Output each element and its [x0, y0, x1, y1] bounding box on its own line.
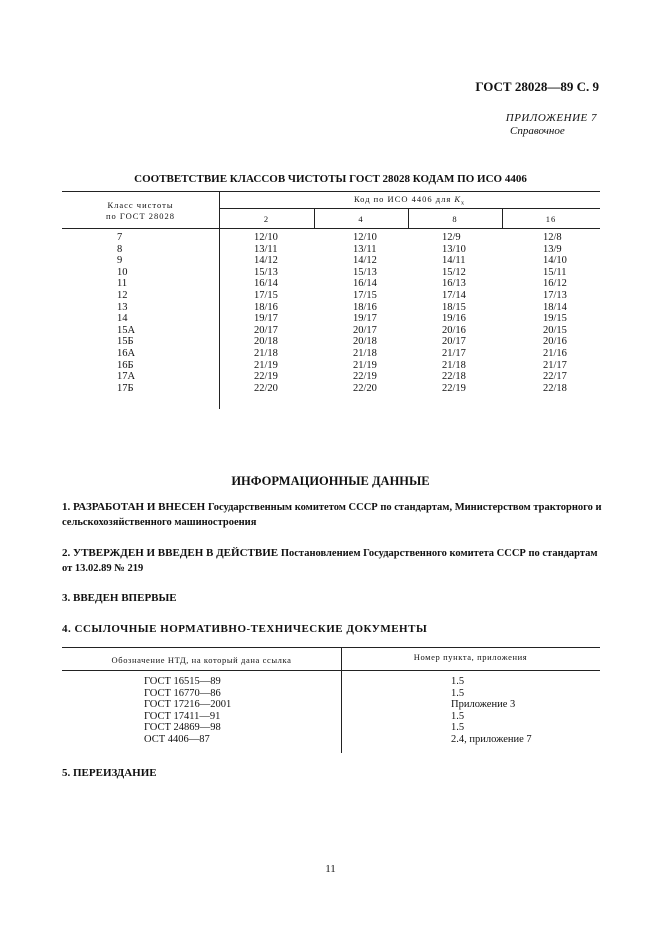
table1-group-header-sub: x: [461, 200, 466, 207]
table1-cell-k4: 12/10: [353, 232, 377, 243]
table1-cell-k4: 14/12: [353, 255, 377, 267]
table1-cell-class: 12: [117, 290, 128, 301]
table2-cell-document: ГОСТ 17216—2001: [144, 699, 232, 711]
table1-cell-class: 17Б: [117, 382, 134, 394]
table1-cell-k2: 21/18: [254, 348, 278, 359]
table1-group-rule: [219, 208, 600, 209]
table2-cell-document: ГОСТ 17411—91: [144, 710, 221, 722]
table2-header-rule: [62, 670, 600, 671]
table1-cell-k2: 15/13: [254, 266, 278, 278]
table1-col0-header-line2: по ГОСТ 28028: [105, 211, 176, 221]
table2-col2-header: Номер пункта, приложения: [413, 652, 528, 662]
table1-subheader-16: 16: [545, 214, 557, 224]
table1-col0-header-line1: Класс чистоты: [107, 200, 174, 210]
table1-cell-k4: 20/18: [353, 336, 377, 348]
info-item-1: [62, 500, 602, 530]
table1-cell-k16: 12/8: [543, 232, 562, 243]
table1-cell-k2: 18/16: [254, 301, 278, 313]
table1-cell-k16: 22/18: [543, 382, 567, 394]
table2-cell-clause: 1.5: [451, 710, 465, 722]
table1-cell-class: 16Б: [117, 359, 134, 371]
table2-cell-clause: Приложение 3: [451, 699, 516, 711]
info-item-1-head: 1. РАЗРАБОТАН И ВНЕСЕН: [62, 501, 206, 513]
table1-cell-k16: 13/9: [543, 243, 562, 255]
table1-cell-k8: 12/9: [442, 232, 461, 243]
table1-cell-k8: 16/13: [442, 278, 466, 290]
table1-cell-k2: 20/17: [254, 324, 278, 336]
table1-cell-k4: 16/14: [353, 278, 377, 290]
table1-cell-k8: 13/10: [442, 243, 466, 255]
table2-cell-clause: 1.5: [451, 687, 465, 699]
table1-cell-k2: 22/19: [254, 371, 278, 383]
table1-cell-k4: 17/15: [353, 290, 377, 301]
table1-cell-k8: 20/17: [442, 336, 466, 348]
table1-cell-k4: 20/17: [353, 324, 377, 336]
table1-cell-class: 7: [117, 232, 123, 243]
table1-cell-k2: 17/15: [254, 290, 278, 301]
table1-cell-class: 9: [117, 255, 123, 267]
info-title: ИНФОРМАЦИОННЫЕ ДАННЫЕ: [231, 474, 430, 488]
table1-cell-class: 15А: [117, 324, 136, 336]
info-item-5: 5. ПЕРЕИЗДАНИЕ: [62, 767, 157, 779]
table1-cell-k8: 17/14: [442, 290, 466, 301]
info-item-2-head: 2. УТВЕРЖДЕН И ВВЕДЕН В ДЕЙСТВИЕ: [62, 547, 279, 559]
page-number: 11: [325, 863, 336, 875]
table2-cell-document: ГОСТ 24869—98: [144, 722, 221, 734]
table1-cell-k8: 15/12: [442, 266, 466, 278]
table1-cell-k4: 21/18: [353, 348, 377, 359]
table1-cell-class: 13: [117, 301, 128, 313]
table1-subheader-4: 4: [358, 214, 364, 224]
table1-cell-k2: 19/17: [254, 313, 278, 325]
table1-cell-k2: 22/20: [254, 382, 278, 394]
table1-cell-k2: 13/11: [254, 243, 278, 255]
table1-cell-k16: 14/10: [543, 255, 567, 267]
table1-cell-k2: 20/18: [254, 336, 278, 348]
table1-group-header: [219, 194, 600, 207]
table1-cell-class: 10: [117, 266, 128, 278]
table1-subheader-2: 2: [263, 214, 270, 224]
table1-cell-k4: 21/19: [353, 359, 377, 371]
table2-col1-header: Обозначение НТД, на который дана ссылка: [111, 655, 292, 665]
table2-cell-document: ОСТ 4406—87: [144, 734, 210, 745]
table1-cell-k16: 18/14: [543, 301, 567, 313]
table1-cell-k16: 21/17: [543, 359, 567, 371]
table1-cell-k16: 19/15: [543, 313, 567, 325]
table1-cell-k16: 16/12: [543, 278, 567, 290]
table1-cell-k8: 20/16: [442, 324, 466, 336]
table1-cell-k8: 21/18: [442, 359, 466, 371]
table1-cell-class: 8: [117, 243, 123, 255]
table1-cell-k16: 21/16: [543, 348, 567, 359]
table1-cell-k2: 21/19: [254, 359, 278, 371]
table1-cell-k8: 22/19: [442, 382, 466, 394]
table2-cell-document: ГОСТ 16515—89: [144, 676, 221, 687]
table1-cell-k4: 15/13: [353, 266, 377, 278]
appendix-type: Справочное: [510, 125, 565, 137]
table1-cell-k8: 14/11: [442, 255, 466, 267]
table1-title: СООТВЕТСТВИЕ КЛАССОВ ЧИСТОТЫ ГОСТ 28028 КОДАМ ПО ИСО 4406: [134, 173, 527, 185]
table1-cell-k16: 15/11: [543, 266, 567, 278]
table2-cell-clause: 1.5: [451, 676, 465, 687]
table2-cell-clause: 2.4, приложение 7: [451, 734, 532, 745]
table1-cell-class: 15Б: [117, 336, 134, 348]
document-reference: ГОСТ 28028—89 С. 9: [475, 79, 599, 94]
table1-cell-k4: 18/16: [353, 301, 377, 313]
table1-cell-k16: 17/13: [543, 290, 567, 301]
table2-cell-clause: 1.5: [451, 722, 465, 734]
table1-cell-k4: 13/11: [353, 243, 377, 255]
table1-subheader-8: 8: [452, 214, 458, 224]
table1-cell-k2: 16/14: [254, 278, 278, 290]
table1-header-rule: [62, 228, 600, 229]
table2-cell-document: ГОСТ 16770—86: [144, 687, 221, 699]
table1-cell-k16: 20/15: [543, 324, 567, 336]
table1-cell-k2: 14/12: [254, 255, 278, 267]
table1-cell-k2: 12/10: [254, 232, 278, 243]
table2-col-divider: [341, 647, 342, 753]
table1-cell-class: 11: [117, 278, 128, 290]
table1-cell-k16: 20/16: [543, 336, 567, 348]
table1-cell-k8: 22/18: [442, 371, 466, 383]
table1-cell-k8: 19/16: [442, 313, 466, 325]
info-item-3: 3. ВВЕДЕН ВПЕРВЫЕ: [62, 592, 177, 604]
appendix-label: ПРИЛОЖЕНИЕ 7: [505, 112, 597, 124]
table1-group-header-var: K: [454, 194, 462, 204]
table1-cell-k8: 21/17: [442, 348, 466, 359]
table1-cell-k4: 22/19: [353, 371, 377, 383]
info-item-4: 4. ССЫЛОЧНЫЕ НОРМАТИВНО-ТЕХНИЧЕСКИЕ ДОКУМЕНТЫ: [62, 623, 428, 635]
table1-cell-class: 17А: [117, 371, 136, 383]
table2-top-rule: [62, 647, 600, 648]
table1-cell-k16: 22/17: [543, 371, 567, 383]
info-item-2: [62, 546, 602, 576]
table1-group-header-text: Код по ИСО 4406 для: [353, 194, 452, 204]
table1-cell-class: 14: [117, 313, 128, 325]
table1-cell-k8: 18/15: [442, 301, 466, 313]
table1-cell-class: 16А: [117, 348, 136, 359]
table1-top-rule: [62, 191, 600, 192]
table1-cell-k4: 19/17: [353, 313, 377, 325]
table1-cell-k4: 22/20: [353, 382, 377, 394]
info-item-1-text: Государственным комитетом СССР по стандартам, Министерством тракторного и сельскохозяйственного машиностроения: [62, 502, 602, 528]
info-item-2-text: Постановлением Государственного комитета СССР по стандартам от 13.02.89 № 219: [62, 548, 598, 574]
